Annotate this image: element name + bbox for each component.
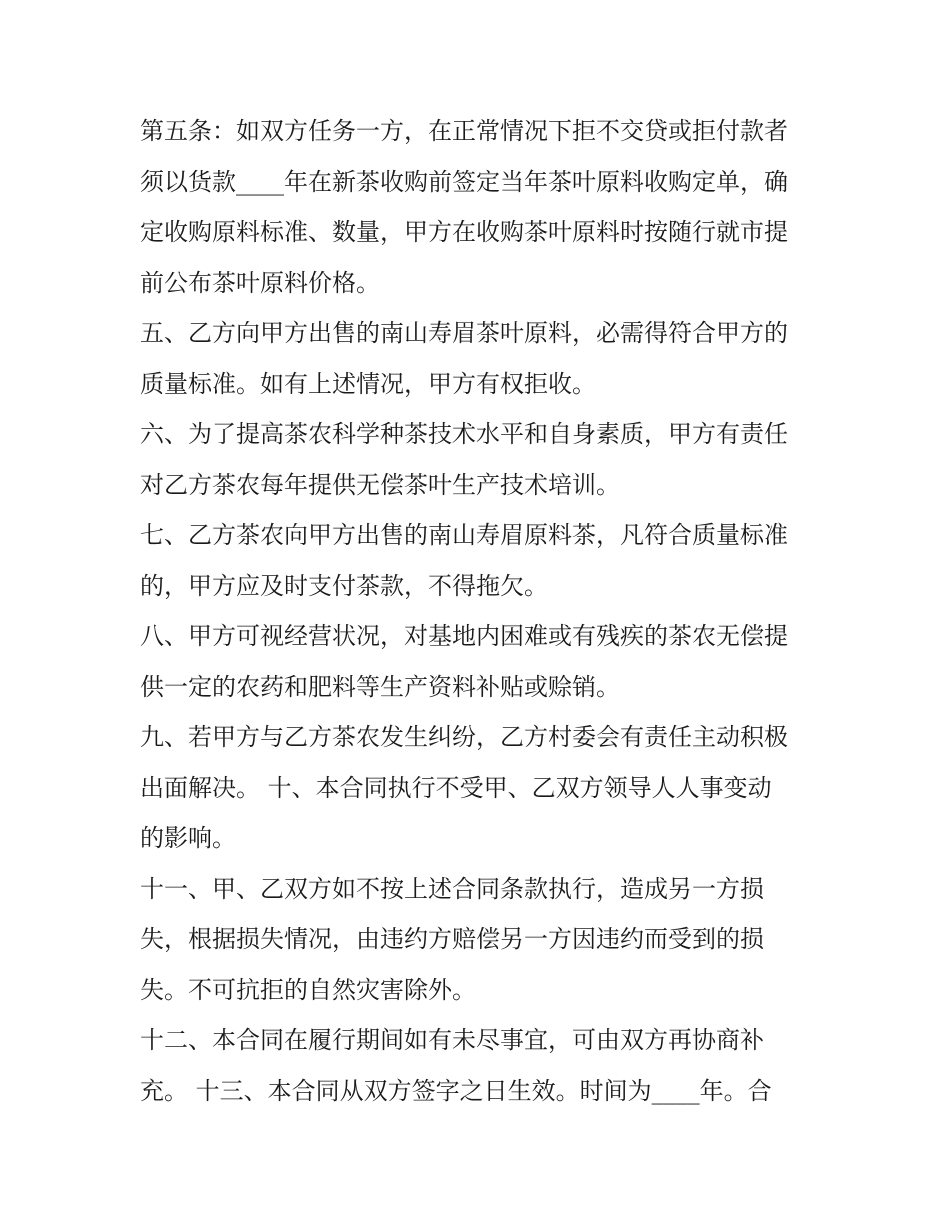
text-line: 的，甲方应及时支付茶款，不得拖欠。 [140,571,548,600]
text-line: 第五条：如双方任务一方，在正常情况下拒不交贷或拒付款者 [140,117,788,145]
text-line: 十二、本合同在履行期间如有未尽事宜，可由双方再协商补 [140,1026,764,1054]
text-line: 九、若甲方与乙方茶农发生纠纷，乙方村委会有责任主动积极 [140,723,788,751]
text-line: 十一、甲、乙双方如不按上述合同条款执行，造成另一方损 [140,874,764,903]
text-line: 失。不可抗拒的自然灾害除外。 [140,975,476,1004]
text-line: 须以货款____年在新茶收购前签定当年茶叶原料收购定单，确 [140,167,788,196]
text-line: 失，根据损失情况，由违约方赔偿另一方因违约而受到的损 [140,925,764,953]
text-line: 定收购原料标准、数量，甲方在收购茶叶原料时按随行就市提 [140,218,788,246]
text-line: 六、为了提高茶农科学种茶技术水平和自身素质，甲方有责任 [140,420,788,448]
text-line: 质量标准。如有上述情况，甲方有权拒收。 [140,369,596,398]
text-line: 七、乙方茶农向甲方出售的南山寿眉原料茶，凡符合质量标准 [140,521,788,549]
text-line: 八、甲方可视经营状况，对基地内困难或有残疾的茶农无偿提 [140,622,788,650]
text-line: 五、乙方向甲方出售的南山寿眉茶叶原料，必需得符合甲方的 [140,319,788,347]
contract-text [140,106,820,1116]
text-line: 对乙方茶农每年提供无偿茶叶生产技术培训。 [140,470,620,499]
text-line: 出面解决。 十、本合同执行不受甲、乙双方领导人人事变动 [140,773,772,802]
text-line: 前公布茶叶原料价格。 [140,268,380,297]
text-line: 充。 十三、本合同从双方签字之日生效。时间为____年。合 [140,1076,772,1105]
text-line: 供一定的农药和肥料等生产资料补贴或赊销。 [140,672,620,701]
text-line: 的影响。 [140,824,236,852]
